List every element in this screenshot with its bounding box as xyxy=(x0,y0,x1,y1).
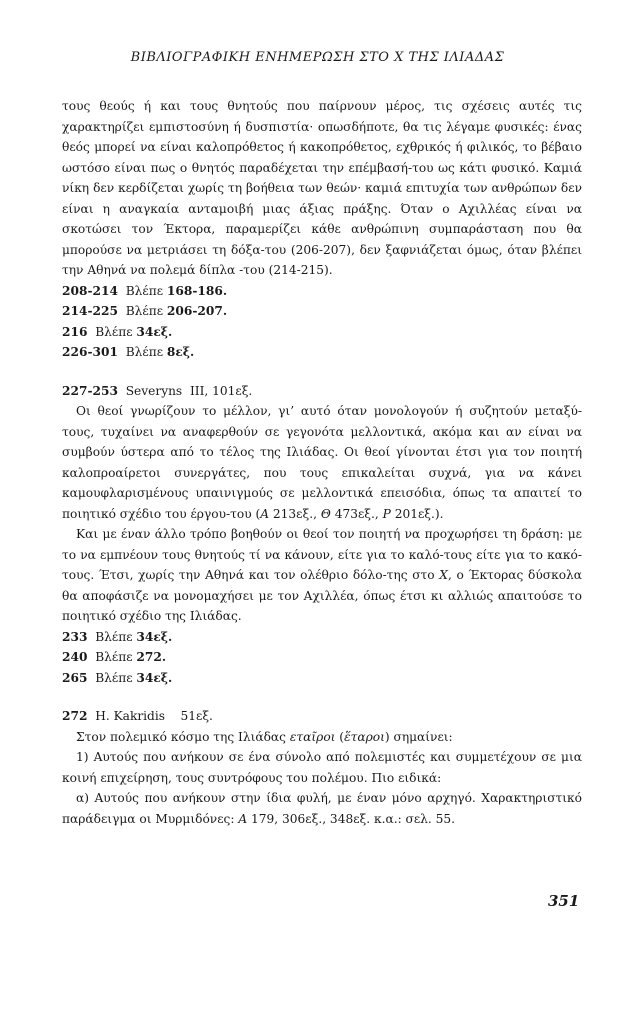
ref-line: 226-301 Βλέπε 8εξ. xyxy=(62,345,195,359)
ref-line: 208-214 Βλέπε 168-186. xyxy=(62,283,228,298)
entry-kakridis xyxy=(62,706,582,829)
severyns-paragraph-1: Οι θεοί γνωρίζουν το μέλλον, γι’ αυτό όταν μονολογούν ή συζητούν μεταξύ-τους, τυχαίνει να αναφερθούν σε γεγονότα μελλοντικά, ακόμα και αν είναι να συμβούν ύστερα από το τέλος της Ιλιάδας. Οι θεοί γίνονται έτσι για τον ποιητή καλοπροαίρετοι συνεργάτες, που τους επικαλείται συχνά, για να κάνει καμουφλαρισμένους υπαινιγμούς σε μελλοντικά επεισόδια, όπως τα απαιτεί το ποιητικό σχέδιο του έργου-του (Α 213εξ., Θ 473εξ., Ρ 201εξ.). xyxy=(62,404,582,521)
ref-line: 214-225 Βλέπε 206-207. xyxy=(62,304,228,318)
ref-line: 233 Βλέπε 34εξ. xyxy=(62,629,173,644)
running-header: ΒΙΒΛΙΟΓΡΑΦΙΚΗ ΕΝΗΜΕΡΩΣΗ ΣΤΟ Χ ΤΗΣ ΙΛΙΑΔΑΣ xyxy=(130,50,505,65)
page-body xyxy=(62,96,582,829)
kakridis-item-2: α) Αυτούς που ανήκουν στην ίδια φυλή, με έναν μόνο αρχηγό. Χαρακτηριστικό παράδειγμα οι Μυρμιδόνες: Α 179, 306εξ., 348εξ. κ.α.: σελ. 55. xyxy=(62,791,582,826)
refs-block-b xyxy=(62,627,582,689)
ref-line: 265 Βλέπε 34εξ. xyxy=(62,670,173,685)
refs-block-a xyxy=(62,281,582,363)
kakridis-paragraph-1: Στον πολεμικό κόσμο της Ιλιάδας εταῖροι (ἕταροι) σημαίνει: xyxy=(76,729,453,744)
ref-line: 216 Βλέπε 34εξ. xyxy=(62,324,173,339)
ref-line: 240 Βλέπε 272. xyxy=(62,650,167,664)
entry-heading: 272 Η. Kakridis 51εξ. xyxy=(62,709,213,723)
intro-paragraph: τους θεούς ή και τους θνητούς που παίρνουν μέρος, τις σχέσεις αυτές τις χαρακτηρίζει εμπιστοσύνη ή δυσπιστία· οπωσδήποτε, θα τις λέγαμε φυσικές: ένας θεός μπορεί να είναι καλοπρόθετος ή κακοπρόθετος, εχθρικός ή φιλικός, το βέβαιο ωστόσο είναι πως ο θνητός παραδέχεται την επέμβασή-του ως κάτι φυσικό. Καμιά νίκη δεν κερδίζεται χωρίς τη βοήθεια των θεών· καμιά επιτυχία των ανθρώπων δεν είναι η αναγκαία ανταμοιβή μιας άξιας πράξης. Όταν ο Αχιλλέας είναι να σκοτώσει τον Έκτορα, παραμερίζει κάθε ανθρώπινη συμπαράσταση που θα μπορούσε να μετριάσει τη δόξα-του (206-207), δεν ξαφνιάζεται όμως, όταν βλέπει την Αθηνά να πολεμά δίπλα -του (214-215). xyxy=(62,99,582,277)
kakridis-item-1: 1) Αυτούς που ανήκουν σε ένα σύνολο από πολεμιστές και συμμετέχουν σε μια κοινή επιχείρηση, τους συντρόφους του πολέμου. Πιο ειδικά: xyxy=(62,750,582,785)
entry-heading: 227-253 Severyns III, 101εξ. xyxy=(62,383,253,398)
entry-severyns xyxy=(62,381,582,627)
page-number: 351 xyxy=(548,892,580,910)
severyns-paragraph-2: Και με έναν άλλο τρόπο βοηθούν οι θεοί τον ποιητή να προχωρήσει τη δράση: με το να εμπνέουν τους θνητούς τί να κάνουν, είτε για το καλό-τους είτε για το κακό-τους. Έτσι, χωρίς την Αθηνά και τον ολέθριο δόλο-της στο Χ, ο Έκτορας δύσκολα θα αποφάσιζε να μονομαχήσει με τον Αχιλλέα, όπως έτσι κι αλλιώς απαιτούσε το ποιητικό σχέδιο της Ιλιάδας. xyxy=(62,527,582,623)
